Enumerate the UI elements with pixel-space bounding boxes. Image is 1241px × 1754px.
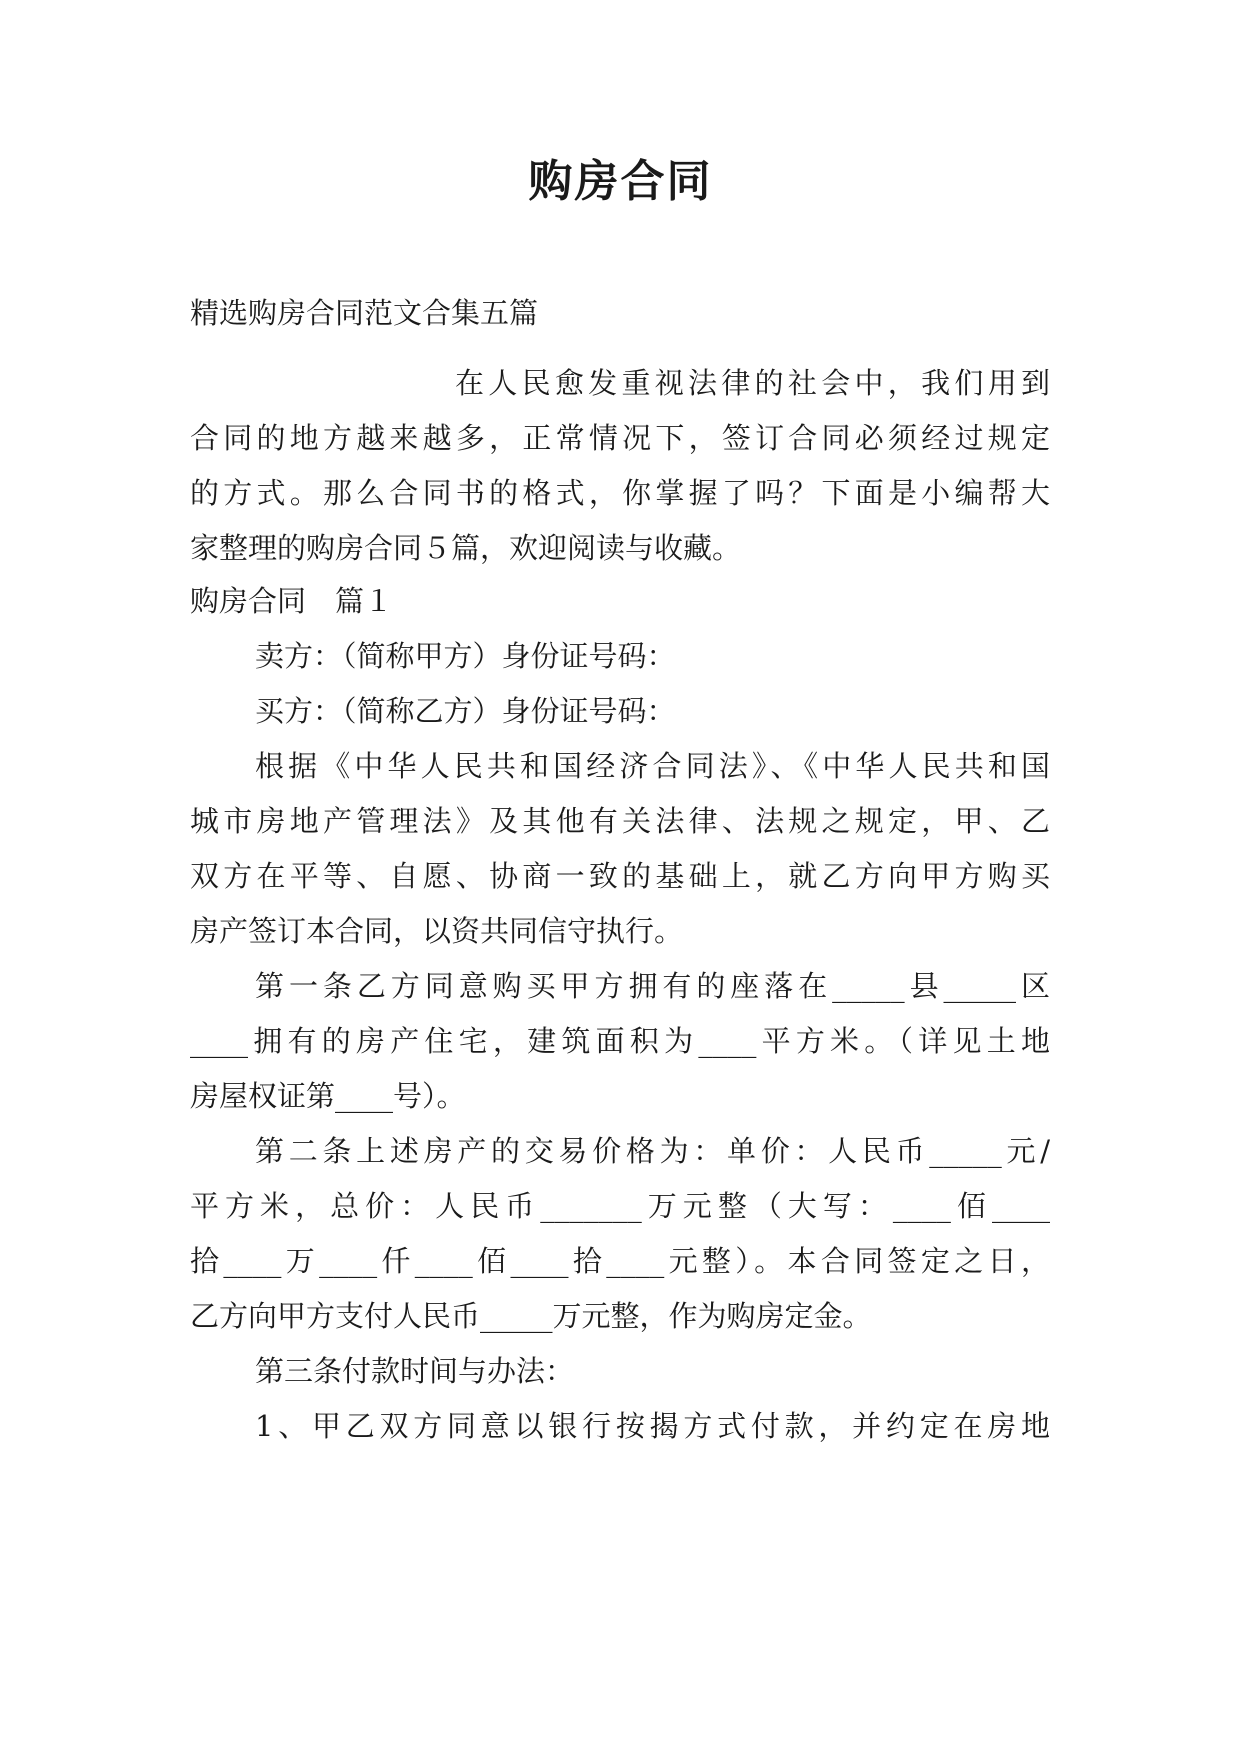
paragraph-line: 房屋权证第____号）。 xyxy=(190,1079,466,1113)
paragraph-line: ____拥有的房产住宅，建筑面积为____平方米。（详见土地 xyxy=(190,1024,1050,1058)
paragraph-line: 第三条付款时间与办法： xyxy=(255,1354,575,1388)
paragraph-line: 1、甲乙双方同意以银行按揭方式付款，并约定在房地 xyxy=(255,1409,1050,1443)
paragraph-line: 第一条乙方同意购买甲方拥有的座落在_____县_____区 xyxy=(255,969,1050,1003)
paragraph-line: 城市房地产管理法》及其他有关法律、法规之规定，甲、乙 xyxy=(190,804,1050,838)
paragraph-line: 第二条上述房产的交易价格为：单价：人民币_____元/ xyxy=(255,1134,1050,1168)
paragraph-line: 家整理的购房合同５篇，欢迎阅读与收藏。 xyxy=(190,531,742,565)
paragraph-line: 合同的地方越来越多，正常情况下，签订合同必须经过规定 xyxy=(190,421,1050,455)
paragraph-line: 平方米，总价：人民币_______万元整（大写：____佰____ xyxy=(190,1189,1050,1223)
document-subtitle: 精选购房合同范文合集五篇 xyxy=(190,296,539,330)
paragraph-line: 双方在平等、自愿、协商一致的基础上，就乙方向甲方购买 xyxy=(190,859,1050,893)
paragraph-line: 卖方：（简称甲方）身份证号码： xyxy=(255,639,676,673)
section-heading: 购房合同 篇１ xyxy=(190,584,394,618)
paragraph-line: 乙方向甲方支付人民币_____万元整，作为购房定金。 xyxy=(190,1299,872,1333)
document-title: 购房合同 xyxy=(528,156,713,207)
paragraph-line: 根据《中华人民共和国经济合同法》、《中华人民共和国 xyxy=(255,749,1050,783)
paragraph-line: 房产签订本合同，以资共同信守执行。 xyxy=(190,914,684,948)
paragraph-line: 在人民愈发重视法律的社会中，我们用到 xyxy=(455,366,1050,400)
paragraph-line: 的方式。那么合同书的格式，你掌握了吗？下面是小编帮大 xyxy=(190,476,1050,510)
paragraph-line: 拾____万____仟____佰____拾____元整）。本合同签定之日， xyxy=(190,1244,1050,1278)
paragraph-line: 买方：（简称乙方）身份证号码： xyxy=(255,694,676,728)
